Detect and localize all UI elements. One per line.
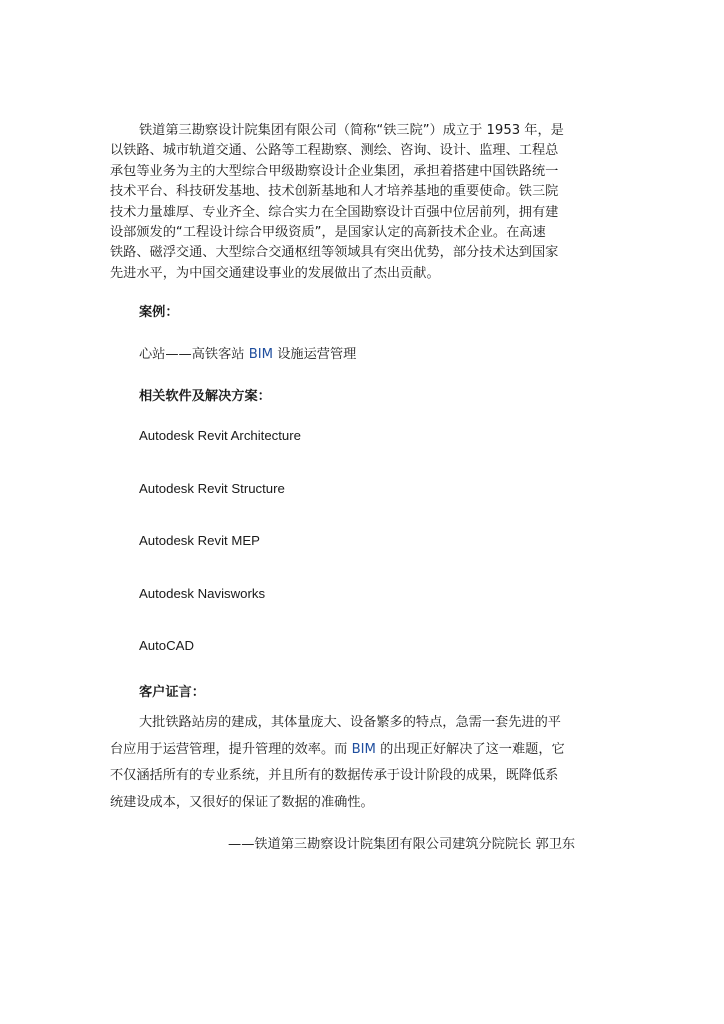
case-title-bim: BIM <box>248 347 274 362</box>
software-item: Autodesk Revit MEP <box>139 533 260 548</box>
intro-line: 技术力量雄厚、专业齐全、综合实力在全国勘察设计百强中位居前列，拥有建 <box>110 204 559 220</box>
software-item: Autodesk Revit Structure <box>139 481 285 496</box>
intro-line: 铁路、磁浮交通、大型综合交通枢纽等领域具有突出优势，部分技术达到国家 <box>110 245 559 261</box>
intro-line: 铁道第三勘察设计院集团有限公司（简称“铁三院”）成立于 1953 年，是 <box>139 123 564 138</box>
testimonial-bim: BIM <box>351 741 376 757</box>
software-heading: 相关软件及解决方案： <box>139 389 271 404</box>
testimonial-line <box>110 737 614 764</box>
case-title-prefix: 心站——高铁客站 <box>139 347 249 362</box>
intro-line: 技术平台、科技研发基地、技术创新基地和人才培养基地的重要使命。铁三院 <box>110 184 559 200</box>
intro-line: 以铁路、城市轨道交通、公路等工程勘察、测绘、咨询、设计、监理、工程总 <box>110 143 559 159</box>
software-item: AutoCAD <box>139 638 194 653</box>
case-heading: 案例： <box>139 305 179 320</box>
intro-paragraph <box>110 121 614 284</box>
testimonial-line2-suffix: 的出现正好解决了这一难题，它 <box>375 741 565 757</box>
software-item: Autodesk Revit Architecture <box>139 428 301 443</box>
testimonial-line2-prefix: 台应用于运营管理，提升管理的效率。而 <box>110 741 352 757</box>
case-title-suffix: 设施运营管理 <box>273 347 357 362</box>
testimonial-line: 统建设成本，又很好的保证了数据的准确性。 <box>110 794 374 810</box>
intro-line: 承包等业务为主的大型综合甲级勘察设计企业集团，承担着搭建中国铁路统一 <box>110 163 559 179</box>
intro-line: 设部颁发的“工程设计综合甲级资质”，是国家认定的高新技术企业。在高速 <box>110 224 546 240</box>
case-title <box>139 343 356 362</box>
testimonial-paragraph <box>110 710 614 816</box>
intro-line: 先进水平，为中国交通建设事业的发展做出了杰出贡献。 <box>110 265 440 281</box>
software-item: Autodesk Navisworks <box>139 586 266 601</box>
testimonial-line: 大批铁路站房的建成，其体量庞大、设备繁多的特点，急需一套先进的平 <box>139 715 561 730</box>
testimonial-heading: 客户证言： <box>139 685 205 700</box>
testimonial-line: 不仅涵括所有的专业系统，并且所有的数据传承于设计阶段的成果，既降低系 <box>110 768 559 783</box>
testimonial-signature: ——铁道第三勘察设计院集团有限公司建筑分院院长 郭卫东 <box>228 837 576 852</box>
